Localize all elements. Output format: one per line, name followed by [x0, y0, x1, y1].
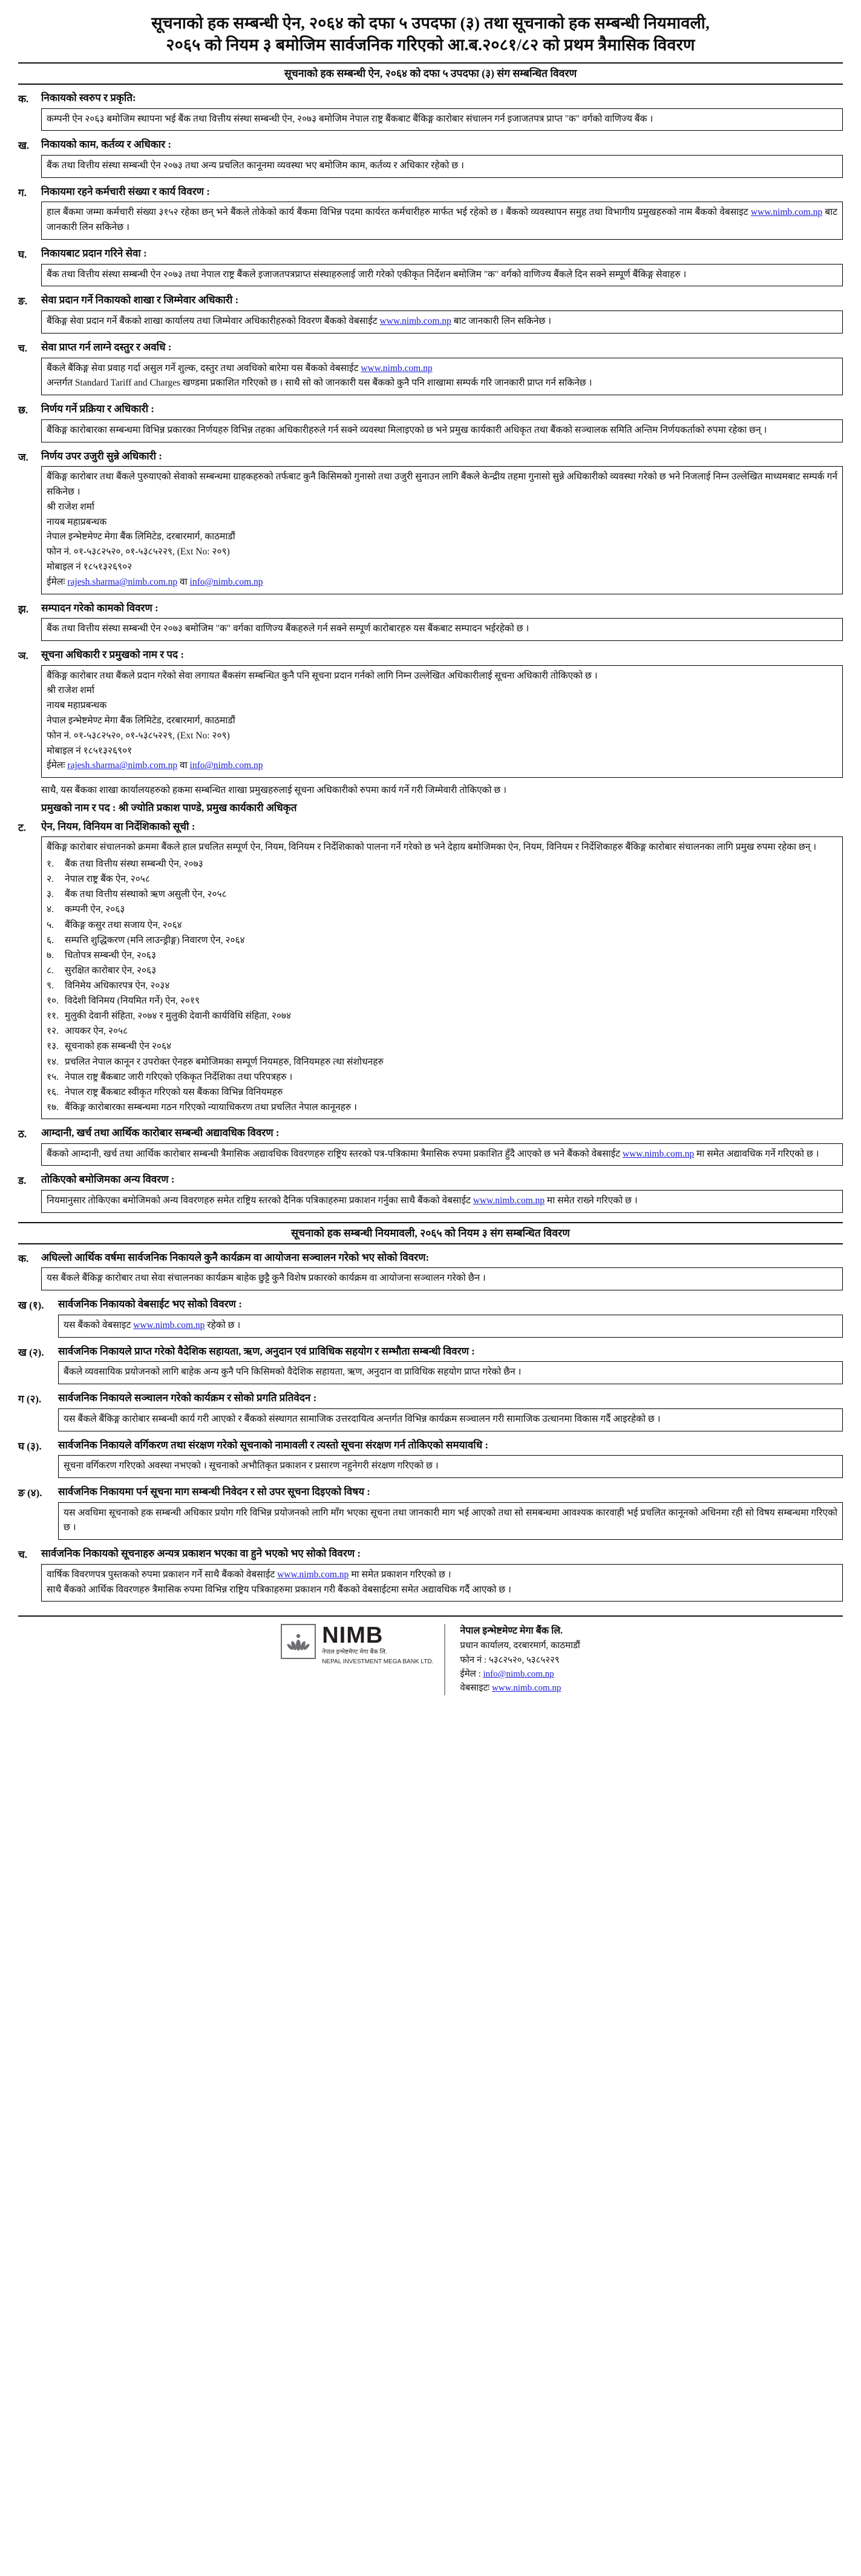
item-question: अघिल्लो आर्थिक वर्षमा सार्वजनिक निकायले कुनै कार्यक्रम वा आयोजना सञ्चालन गरेको भए सोको विवरण: — [41, 1251, 430, 1263]
item-label: ज. — [18, 451, 28, 463]
list-number: ९. — [47, 980, 54, 991]
answer-line: बैंकिङ्ग कारोबार तथा बैंकले प्रदान गरेको सेवा लगायत बैंकसंग सम्बन्धित कुनै पनि सूचना प्रदान गर्नको लागि निम्न उल्लेखित अधिकारीलाई सूचना अधिकारी तोकिएको छ । — [47, 670, 598, 681]
footer-web-label: वेबसाइटः — [460, 1683, 492, 1694]
item-question: सेवा प्राप्त गर्न लाग्ने दस्तुर र अवधि : — [41, 341, 172, 353]
item-answer: बैंक तथा वित्तीय संस्था सम्बन्धी ऐन २०७३ बमोजिम "क" वर्गका वाणिज्य बैंकहरुले गर्न सक्ने सम्पूर्ण कारोबारहरु यस बैंकबाट सम्पादन भईरहेको छ । — [41, 618, 843, 641]
item-nya — [18, 648, 843, 818]
item-answer: बैंकको आम्दानी, खर्च तथा आर्थिक कारोबार सम्बन्धी त्रैमासिक अद्यावधिक विवरणहरु राष्ट्रिय स्तरको पत्र-पत्रिकामा त्रैमासिक रुपमा प्रकाशित हुँदै आएको छ भने बैंकको वेबसाईट www.nimb.com.np मा समेत अद्यावधिक गर्ने गरिएको छ । — [41, 1143, 843, 1166]
item-chha — [18, 402, 843, 447]
item-label: ख (२). — [18, 1346, 44, 1358]
list-text: सूचनाको हक सम्बन्धी ऐन २०६४ — [65, 1041, 172, 1052]
list-item — [47, 1085, 837, 1100]
footer-web-line — [460, 1681, 580, 1695]
item-question: निर्णय उपर उजुरी सुन्ने अधिकारी : — [41, 450, 162, 462]
officer-office: नेपाल इन्भेष्टमेण्ट मेगा बैंक लिमिटेड, दरबारमार्ग, काठमाडौं — [47, 531, 235, 542]
list-number: ११. — [47, 1011, 59, 1022]
list-number: १३. — [47, 1041, 59, 1052]
item-answer — [41, 466, 843, 594]
email-label: ईमेलः — [47, 576, 68, 587]
list-number: १५. — [47, 1071, 59, 1082]
officer-email-line — [47, 575, 837, 590]
item-label: ञ. — [18, 649, 28, 662]
list-item — [47, 1024, 837, 1039]
item2-kha-2 — [18, 1344, 843, 1390]
list-item — [47, 902, 837, 917]
item2-ka — [18, 1250, 843, 1296]
logo-subtitle-np: नेपाल इन्भेष्टमेण्ट मेगा बैंक लि. — [322, 1649, 387, 1656]
item-answer — [41, 1564, 843, 1602]
item-question: सार्वजनिक निकायले वर्गिकरण तथा संरक्षण गरेको सूचनाको नामावली र त्यस्तो सूचना संरक्षण गर्न तोकिएको समयावधि : — [58, 1439, 489, 1451]
website-link[interactable]: www.nimb.com.np — [133, 1319, 205, 1330]
chief-executive-line: प्रमुखको नाम र पद : श्री ज्योति प्रकाश पाण्डे, प्रमुख कार्यकारी अधिकृत — [41, 802, 297, 813]
item-answer — [41, 202, 843, 240]
list-number: १७. — [47, 1102, 59, 1112]
page-title-line-1: सूचनाको हक सम्बन्धी ऐन, २०६४ को दफा ५ उपदफा (३) तथा सूचनाको हक सम्बन्धी नियमावली, — [151, 14, 710, 32]
list-text: प्रचलित नेपाल कानून र उपरोक्त ऐनहरु बमोजिमका सम्पूर्ण नियमहरु, विनियमहरु त्था संशोधनहरु — [65, 1056, 384, 1067]
list-number: ५. — [47, 919, 54, 930]
item-label: ख (१). — [18, 1300, 44, 1312]
list-item — [47, 1008, 837, 1024]
website-link[interactable]: www.nimb.com.np — [622, 1148, 695, 1159]
list-item — [47, 963, 837, 978]
website-link[interactable]: www.nimb.com.np — [750, 207, 823, 218]
list-number: १. — [47, 859, 54, 870]
item-ta — [18, 820, 843, 1125]
item-answer-line-1: वार्षिक विवरणपत्र पुस्तकको रुपमा प्रकाशन गर्ने साथै बैंकको वेबसाईट www.nimb.com.np मा समेत प्रकाशन गरिएको छ । — [47, 1569, 451, 1580]
answer-suffix: रहेको छ । — [205, 1319, 241, 1330]
item-answer-text: हाल बैंकमा जम्मा कर्मचारी संख्या ३१५२ रहेका छन् भने बैंकले तोकेको कार्य बैंकमा विभिन्न पदमा कार्यरत कर्मचारीहरु मार्फत भई रहेको छ । बैंकको व्यवस्थापन समुह तथा विभागीय प्रमुखहरुको नाम बैंकको वेबसाइट www.nimb.com.np बाट जानकारी लिन सकिनेछ । — [47, 207, 837, 233]
list-number: १०. — [47, 996, 59, 1007]
page-title-line-2: २०६५ को नियम ३ बमोजिम सार्वजनिक गरिएको आ.ब.२०८१/८२ को प्रथम त्रैमासिक विवरण — [166, 36, 695, 54]
officer-name: श्री राजेश शर्मा — [47, 501, 94, 512]
list-item — [47, 918, 837, 933]
item-answer — [41, 358, 843, 396]
item2-gha-3 — [18, 1438, 843, 1484]
item-label: ग (२). — [18, 1393, 42, 1405]
item-label: ठ. — [18, 1128, 27, 1140]
item-label: ड. — [18, 1175, 27, 1187]
list-item — [47, 856, 837, 872]
email-separator: वा — [177, 760, 190, 771]
list-item — [47, 1054, 837, 1070]
item-tha — [18, 1126, 843, 1171]
email-label: ईमेलः — [47, 760, 68, 771]
list-text: बैंकिङ्ग कारोबारका सम्बन्धमा गठन गरिएको न्यायाधिकरण तथा प्रचलित नेपाल कानूनहरु । — [65, 1102, 357, 1112]
item-answer: बैंकिङ्ग सेवा प्रदान गर्ने बैंकको शाखा कार्यालय तथा जिम्मेवार अधिकारीहरुको विवरण बैंकको वेबसाईट www.nimb.com.np बाट जानकारी लिन सकिनेछ । — [41, 310, 843, 334]
item-answer — [41, 836, 843, 1119]
list-item — [47, 948, 837, 963]
footer-contact — [456, 1624, 580, 1695]
item-question: ऐन, नियम, विनियम वा निर्देशिकाको सूची : — [41, 820, 195, 832]
list-number: १६. — [47, 1086, 59, 1097]
officer-email-link-1[interactable]: rajesh.sharma@nimb.com.np — [67, 576, 178, 587]
logo-wordmark — [322, 1624, 433, 1666]
list-number: ८. — [47, 965, 54, 976]
item-nga — [18, 293, 843, 338]
list-item — [47, 1100, 837, 1115]
item-answer: यस बैंकले बैंकिङ्ग कारोबार सम्बन्धी कार्य गरी आएको र बैंकको संस्थागत सामाजिक उत्तरदायित्व अन्तर्गत विभिन्न कार्यक्रम सञ्चालन गरी सामाजिक उत्थानमा विकास गर्दै आइरहेको छ । — [58, 1408, 843, 1431]
officer-email-link-2[interactable]: info@nimb.com.np — [189, 576, 263, 587]
item-question: सार्वजनिक निकायले प्राप्त गरेको वैदेशिक सहायता, ऋण, अनुदान एवं प्राविधिक सहयोग र सम्भौता सम्बन्धी विवरण : — [58, 1345, 475, 1357]
officer-designation: नायब महाप्रबन्धक — [47, 516, 107, 527]
list-text: कम्पनी ऐन, २०६३ — [65, 904, 125, 915]
officer-phone: फोन नं. ०१-५३८२५२०, ०१-५३८५२२९, (Ext No: २०९) — [47, 547, 230, 557]
list-item — [47, 1039, 837, 1054]
answer-line: बैंकिङ्ग कारोबार तथा बैंकले पुरुयाएको सेवाको सम्बन्धमा ग्राहकहरुको तर्फबाट कुनै किसिमको गुनासो तथा उजुरी सुनाउन लागि बैंकले केन्द्रीय तहमा गुनासो सुन्ने अधिकारीको व्यवस्था गरेको छ भने निजलाई निम्न उल्लेखित माध्यमबाट सम्पर्क गर्न सकिनेछ । — [47, 472, 837, 497]
item-ga — [18, 185, 843, 245]
item-ka — [18, 91, 843, 136]
info-officer-name: श्री राजेश शर्मा — [47, 685, 94, 696]
item-answer: बैंक तथा वित्तीय संस्था सम्बन्धी ऐन २०७३ तथा अन्य प्रचलित कानूनमा व्यवस्था भए बमोजिम काम, कर्तव्य र अधिकार रहेको छ । — [41, 155, 843, 178]
item2-cha — [18, 1546, 843, 1607]
item-label: क. — [18, 93, 29, 105]
item-answer: यस अवधिमा सूचनाको हक सम्बन्धी अधिकार प्रयोग गरि विभिन्न प्रयोजनको लागि माँग भएका सूचना तथा जानकारी माग भई आएको तथा सो समबन्धमा आवश्यक कारवाही भई प्रचलित कानूनको अधिनमा रही सो विषय सम्बन्धमा गरिएको छ । — [58, 1502, 843, 1540]
item-label: ङ (४). — [18, 1487, 42, 1499]
item-label: छ. — [18, 404, 28, 416]
info-officer-mobile: मोबाइल नं १८५१३२६९०१ — [47, 745, 133, 756]
list-text: सम्पत्ति शुद्धिकरण (मनि लाउन्ड्रीङ्ग) निवारण ऐन, २०६४ — [65, 935, 245, 945]
item-question: तोकिएको बमोजिमका अन्य विवरण : — [41, 1174, 175, 1186]
list-item — [47, 872, 837, 887]
list-text: आयकर ऐन, २०५८ — [65, 1026, 128, 1037]
item-label: च. — [18, 342, 28, 354]
bank-logo — [281, 1624, 433, 1666]
footer — [18, 1615, 843, 1695]
item2-kha-1 — [18, 1297, 843, 1342]
footer-bank-name: नेपाल इन्भेष्टमेण्ट मेगा बैंक लि. — [460, 1626, 563, 1637]
answer-prefix: यस बैंकको वेबसाइट — [64, 1319, 134, 1330]
list-item — [47, 978, 837, 993]
list-text: बैंक तथा वित्तीय संस्थाको ऋण असुली ऐन, २०५८ — [65, 889, 227, 900]
footer-website-link[interactable]: www.nimb.com.np — [491, 1683, 561, 1694]
officer-mobile: मोबाइल नं १८५१३२६९०२ — [47, 561, 133, 572]
list-item — [47, 933, 837, 948]
info-officer-phone: फोन नं. ०१-५३८२५२०, ०१-५३८५२२९, (Ext No: २०९) — [47, 730, 230, 741]
list-item — [47, 887, 837, 902]
answer-suffix: मा समेत राख्ने गरिएको छ । — [545, 1195, 638, 1206]
list-text: सुरक्षित कारोबार ऐन, २०६३ — [65, 965, 157, 976]
list-text: मुलुकी देवानी संहिता, २०७४ र मुलुकी देवानी कार्यविधि संहिता, २०७४ — [65, 1011, 292, 1022]
item-answer: यस बैंकले बैंकिङ्ग कारोबार तथा सेवा संचालनका कार्यक्रम बाहेक छुट्टै कुनै विशेष प्रकारको कार्यक्रम वा आयोजना सञ्चालन गरेको छैन । — [41, 1267, 843, 1290]
info-officer-designation: नायब महाप्रबन्धक — [47, 700, 107, 711]
item-gha — [18, 246, 843, 292]
section-1-title: सूचनाको हक सम्बन्धी ऐन, २०६४ को दफा ५ उपदफा (३) संग सम्बन्धित विवरण — [18, 62, 843, 85]
item2-nga-4 — [18, 1485, 843, 1545]
footer-divider — [444, 1624, 445, 1695]
website-link[interactable]: www.nimb.com.np — [361, 363, 433, 373]
item-question: निकायमा रहने कर्मचारी संख्या र कार्य विवरण : — [41, 185, 210, 197]
item-label: क. — [18, 1252, 29, 1264]
list-item — [47, 993, 837, 1008]
item-question: सार्वजनिक निकायको वेबसाईट भए सोको विवरण : — [58, 1298, 242, 1310]
list-number: ६. — [47, 935, 54, 945]
list-item — [47, 1070, 837, 1085]
list-text: बैंकिङ्ग कसुर तथा सजाय ऐन, २०६४ — [65, 919, 182, 930]
item-ja — [18, 449, 843, 600]
item-label: ग. — [18, 186, 27, 199]
list-text: विनिमेय अधिकारपत्र ऐन, २०३४ — [65, 980, 170, 991]
list-text: नेपाल राष्ट्र बैंक ऐन, २०५८ — [65, 874, 150, 885]
item-answer-line-2: साथै बैंकको आर्थिक विवरणहरु त्रैमासिक रुपमा विभिन्न राष्ट्रिय पत्रिकाहरुमा प्रकाशन गरी बैंकको वेबसाईटमा समेत अद्यावधिक गर्दै आएको छ । — [47, 1584, 511, 1595]
email-separator: वा — [177, 576, 190, 587]
item-answer: कम्पनी ऐन २०६३ बमोजिम स्थापना भई बैंक तथा वित्तीय संस्था सम्बन्धी ऐन, २०७३ बमोजिम नेपाल राष्ट्र बैंकबाट बैंकिङ्ग कारोबार संचालन गर्न इजाजतपत्र प्राप्त "क" वर्गको वाणिज्य बैंक । — [41, 108, 843, 131]
item-question: सार्वजनिक निकायको सूचनाहरु अन्यत्र प्रकाशन भएका वा हुने भएको भए सोको विवरण : — [41, 1548, 361, 1560]
section-2-title: सूचनाको हक सम्बन्धी नियमावली, २०६५ को नियम ३ संग सम्बन्धित विवरण — [18, 1222, 843, 1244]
footer-phone: फोन नं : ५३८२५२०, ५३८५२२९ — [460, 1655, 560, 1665]
page-title — [18, 12, 843, 56]
list-text: बैंक तथा वित्तीय संस्था सम्बन्धी ऐन, २०७३ — [65, 859, 203, 870]
item-answer — [58, 1315, 843, 1338]
item-answer: सूचना वर्गिकरण गरिएको अवस्था नभएको । सूचनाको अभौतिकृत प्रकाशन र प्रसारण नहुनेगरी संरक्षण गरिएको छ । — [58, 1455, 843, 1478]
list-text: धितोपत्र सम्बन्धी ऐन, २०६३ — [65, 950, 156, 961]
item-question: सम्पादन गरेको कामको विवरण : — [41, 602, 159, 614]
item-question: सूचना अधिकारी र प्रमुखको नाम र पद : — [41, 648, 184, 660]
item-label: च. — [18, 1549, 28, 1561]
info-officer-email-link-1[interactable]: rajesh.sharma@nimb.com.np — [67, 760, 178, 771]
item-question: निकायबाट प्रदान गरिने सेवा : — [41, 247, 147, 259]
item-answer: बैंकले व्यवसायिक प्रयोजनको लागि बाहेक अन्य कुनै पनि किसिमको वैदेशिक सहायता, ऋण, अनुदान वा प्राविधिक सहयोग प्राप्त गरेको छैन । — [58, 1361, 843, 1384]
item-label: घ. — [18, 248, 27, 260]
website-link[interactable]: www.nimb.com.np — [277, 1569, 349, 1580]
acts-intro: बैंकिङ्ग कारोबार संचालनको क्रममा बैंकले हाल प्रचलित सम्पूर्ण ऐन, नियम, विनियम र निर्देशिकाको पालना गर्ने गरेको छ भने देहाय बमोजिमका ऐन, नियम, विनियम र निर्देशिकाहरु बैंकिङ्ग कारोबार संचालनका लागि प्रमुख रुपमा रहेका छन् । — [47, 842, 817, 853]
website-link[interactable]: www.nimb.com.np — [379, 316, 451, 327]
item-label: घ (३). — [18, 1440, 42, 1452]
item-answer-line-1: बैंकले बैंकिङ्ग सेवा प्रवाह गर्दा असुल गर्ने शुल्क, दस्तुर तथा अवधिको बारेमा यस बैंकको वेबसाईट www.nimb.com.np — [47, 363, 433, 373]
item-question: आम्दानी, खर्च तथा आर्थिक कारोबार सम्बन्धी अद्यावधिक विवरण : — [41, 1126, 280, 1138]
item-answer: बैंक तथा वित्तीय संस्था सम्बन्धी ऐन २०७३ तथा नेपाल राष्ट्र बैंकले इजाजतपत्रप्राप्त संस्थाहरुलाई जारी गरेको एकीकृत निर्देशन बमोजिम "क" वर्गको वाणिज्य बैंकले दिन सक्ने सम्पूर्ण बैंकिङ्ग सेवाहरु । — [41, 264, 843, 287]
item-label: ख. — [18, 140, 30, 152]
item-cha — [18, 340, 843, 401]
list-number: ३. — [47, 889, 54, 900]
logo-name: NIMB — [322, 1623, 384, 1649]
list-number: १४. — [47, 1056, 59, 1067]
info-officer-office: नेपाल इन्भेष्टमेण्ट मेगा बैंक लिमिटेड, दरबारमार्ग, काठमाडौं — [47, 715, 235, 726]
info-officer-email-line — [47, 758, 837, 774]
footer-email-label: ईमेल : — [460, 1669, 483, 1679]
info-officer-email-link-2[interactable]: info@nimb.com.np — [189, 760, 263, 771]
list-number: ७. — [47, 950, 54, 961]
item-question: निकायको स्वरुप र प्रकृति: — [41, 91, 136, 104]
list-text: नेपाल राष्ट्र बैंकबाट स्वीकृत गरिएको यस बैंकका विभिन्न विनियमहरु — [65, 1086, 283, 1097]
item-question: सेवा प्रदान गर्ने निकायको शाखा र जिम्मेवार अधिकारी : — [41, 294, 239, 306]
item-question: निकायको काम, कर्तव्य र अधिकार : — [41, 139, 172, 151]
item-label: ट. — [18, 821, 26, 833]
list-text: नेपाल राष्ट्र बैंकबाट जारी गरिएको एकिकृत निर्देशिका तथा परिपत्रहरु । — [65, 1071, 293, 1082]
footer-email-link[interactable]: info@nimb.com.np — [483, 1669, 554, 1679]
item-question: निर्णय गर्ने प्रक्रिया र अधिकारी : — [41, 403, 154, 415]
item-jha — [18, 601, 843, 646]
list-number: १२. — [47, 1026, 59, 1037]
item-label: झ. — [18, 603, 29, 615]
item-question: सार्वजनिक निकायले सञ्चालन गरेको कार्यक्रम र सोको प्रगति प्रतिवेदन : — [58, 1392, 317, 1404]
item-kha — [18, 137, 843, 183]
item-answer: बैंकिङ्ग कारोबारका सम्बन्धमा विभिन्न प्रकारका निर्णयहरु विभिन्न तहका अधिकारीहरुले गर्न सक्ने व्यवस्था मिलाइएको छ भने प्रमुख कार्यकारी अधिकृत तथा बैंकको सञ्चालक समिति अन्तिम निर्णयकर्ताको रुपमा रहेका छन् । — [41, 419, 843, 442]
answer-prefix: नियमानुसार तोकिएका बमोजिमको अन्य विवरणहरु समेत राष्ट्रिय स्तरको दैनिक पत्रिकाहरुमा प्रकाशन गर्नुका साथै बैंकको वेबसाईट — [47, 1195, 473, 1206]
lotus-icon — [281, 1624, 316, 1659]
website-link[interactable]: www.nimb.com.np — [473, 1195, 545, 1206]
item2-ga-2 — [18, 1391, 843, 1436]
item-da — [18, 1172, 843, 1218]
branch-note: साथै, यस बैंकका शाखा कार्यालयहरुको हकमा सम्बन्धित शाखा प्रमुखहरुलाई सूचना अधिकारीको रुपमा कार्य गर्ने गरी जिम्मेवारी तोकिएको छ । — [41, 785, 506, 796]
item-question: सार्वजनिक निकायमा पर्न सूचना माग सम्बन्धी निवेदन र सो उपर सूचना दिइएको विषय : — [58, 1486, 370, 1497]
list-number: ४. — [47, 904, 54, 915]
item-answer — [41, 1190, 843, 1213]
item-answer-line-2: अन्तर्गत Standard Tariff and Charges खण्डमा प्रकाशित गरिएको छ । साथै सो को जानकारी यस बैंकको कुनै पनि शाखामा सम्पर्क गरि जानकारी प्राप्त गर्न सकिनेछ । — [47, 378, 592, 389]
footer-address: प्रधान कार्यालय, दरबारमार्ग, काठमाडौं — [460, 1641, 580, 1651]
list-text: विदेशी विनिमय (नियमित गर्ने) ऐन, २०१९ — [65, 996, 200, 1007]
item-label: ङ. — [18, 295, 28, 307]
footer-email-line — [460, 1668, 580, 1681]
item-answer — [41, 665, 843, 778]
list-number: २. — [47, 874, 54, 885]
logo-subtitle-en: NEPAL INVESTMENT MEGA BANK LTD. — [322, 1658, 434, 1665]
acts-list — [47, 856, 837, 1115]
